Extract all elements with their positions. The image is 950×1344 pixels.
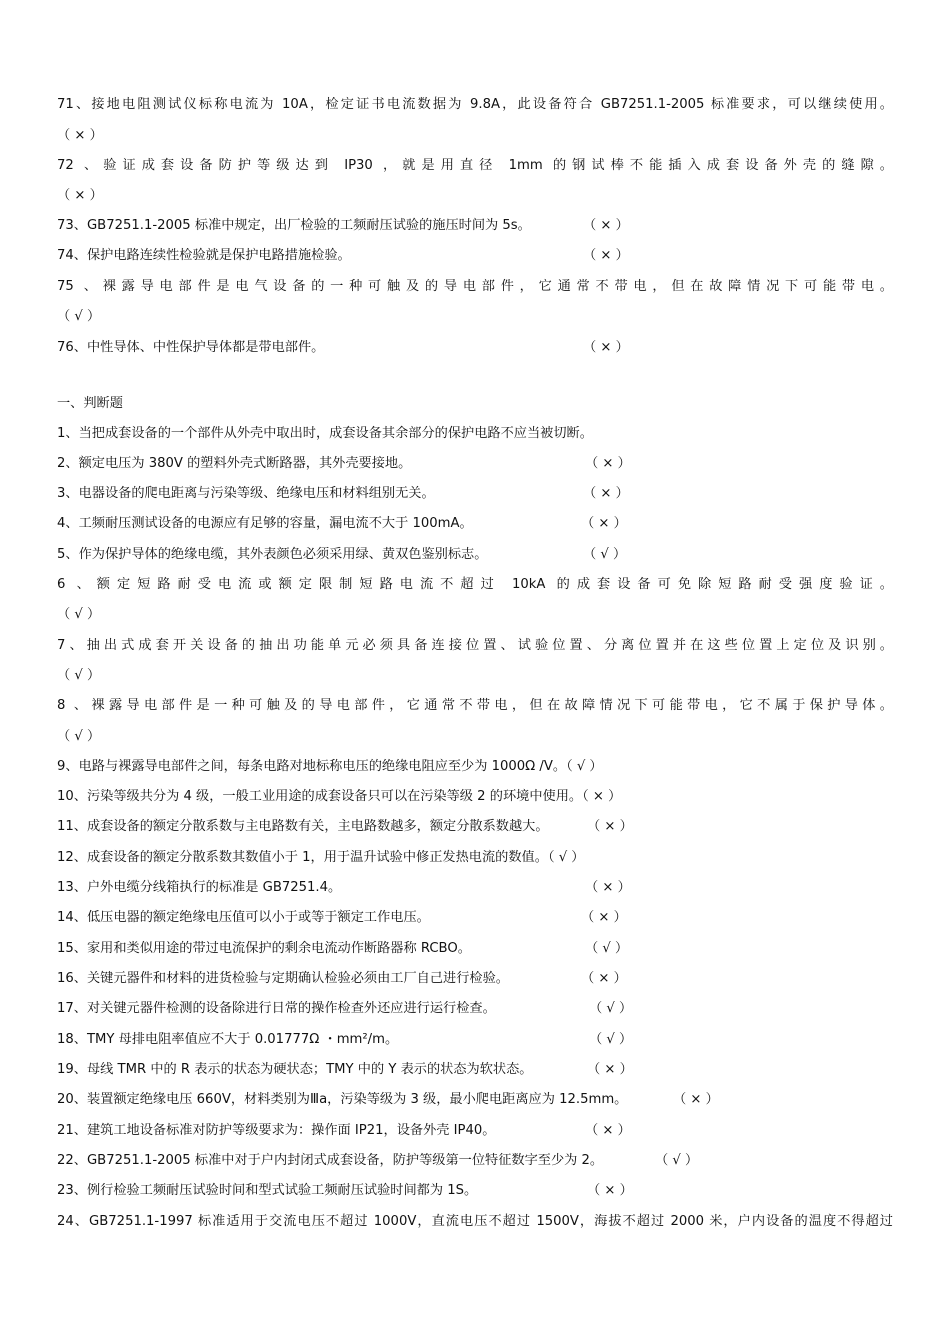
- item-6-answer: （ √ ）: [57, 607, 101, 622]
- item-12-text: 12、成套设备的额定分散系数其数值小于 1，用于温升试验中修正发热电流的数值。（ √ ）: [57, 850, 585, 865]
- item-5-text: 5、作为保护导体的绝缘电缆，其外表颜色必须采用绿、黄双色鉴别标志。: [57, 547, 488, 562]
- item-7-text: 7、抽出式成套开关设备的抽出功能单元必须具备连接位置、试验位置、分离位置并在这些位置上定位及识别。: [57, 638, 893, 653]
- item-14-answer: （ × ）: [581, 910, 627, 925]
- item-11-text: 11、成套设备的额定分散系数与主电路数有关，主电路数越多，额定分散系数越大。: [57, 819, 549, 834]
- item-16-answer: （ × ）: [581, 971, 627, 986]
- item-22-answer: （ √ ）: [655, 1153, 699, 1168]
- item-71-text: 71、接地电阻测试仪标称电流为 10A，检定证书电流数据为 9.8A，此设备符合 GB7251.1-2005 标准要求，可以继续使用。: [57, 97, 893, 112]
- item-6-text: 6 、额定短路耐受电流或额定限制短路电流不超过 10kA 的成套设备可免除短路耐受强度验证。: [57, 577, 893, 592]
- item-2-answer: （ × ）: [585, 456, 631, 471]
- item-72-answer: （ × ）: [57, 188, 103, 203]
- item-1-text: 1、当把成套设备的一个部件从外壳中取出时，成套设备其余部分的保护电路不应当被切断。: [57, 426, 593, 441]
- item-75-text: 75 、裸露导电部件是电气设备的一种可触及的导电部件，它通常不带电，但在故障情况下可能带电。: [57, 279, 893, 294]
- item-3-text: 3、电器设备的爬电距离与污染等级、绝缘电压和材料组别无关。: [57, 486, 435, 501]
- item-75-answer: （ √ ）: [57, 309, 101, 324]
- item-22-text: 22、GB7251.1-2005 标准中对于户内封闭式成套设备，防护等级第一位特征数字至少为 2。: [57, 1153, 604, 1168]
- item-74-answer: （ × ）: [583, 248, 629, 263]
- item-8-text: 8 、裸露导电部件是一种可触及的导电部件，它通常不带电，但在故障情况下可能带电，它不属于保护导体。: [57, 698, 893, 713]
- item-7-answer: （ √ ）: [57, 668, 101, 683]
- item-76-text: 76、中性导体、中性保护导体都是带电部件。: [57, 340, 325, 355]
- item-8-answer: （ √ ）: [57, 729, 101, 744]
- item-76-answer: （ × ）: [583, 340, 629, 355]
- item-21-answer: （ × ）: [585, 1123, 631, 1138]
- item-16-text: 16、关键元器件和材料的进货检验与定期确认检验必须由工厂自己进行检验。: [57, 971, 509, 986]
- item-71-answer: （ × ）: [57, 128, 103, 143]
- item-23-text: 23、例行检验工频耐压试验时间和型式试验工频耐压试验时间都为 1S。: [57, 1183, 478, 1198]
- item-18-text: 18、TMY 母排电阻率值应不大于 0.01777Ω ・mm²/m。: [57, 1032, 399, 1047]
- item-5-answer: （ √ ）: [583, 547, 627, 562]
- item-21-text: 21、建筑工地设备标准对防护等级要求为：操作面 IP21，设备外壳 IP40。: [57, 1123, 496, 1138]
- item-15-text: 15、家用和类似用途的带过电流保护的剩余电流动作断路器称 RCBO。: [57, 941, 471, 956]
- item-73-text: 73、GB7251.1-2005 标准中规定，出厂检验的工频耐压试验的施压时间为 5s。: [57, 218, 531, 233]
- item-14-text: 14、低压电器的额定绝缘电压值可以小于或等于额定工作电压。: [57, 910, 430, 925]
- item-74-text: 74、保护电路连续性检验就是保护电路措施检验。: [57, 248, 351, 263]
- item-15-answer: （ √ ）: [585, 941, 629, 956]
- item-17-text: 17、对关键元器件检测的设备除进行日常的操作检查外还应进行运行检查。: [57, 1001, 496, 1016]
- item-23-answer: （ × ）: [587, 1183, 633, 1198]
- item-73-answer: （ × ）: [583, 218, 629, 233]
- item-24-text: 24、GB7251.1-1997 标准适用于交流电压不超过 1000V，直流电压不超过 1500V，海拔不超过 2000 米，户内设备的温度不得超过: [57, 1214, 893, 1229]
- item-13-answer: （ × ）: [585, 880, 631, 895]
- item-10-text: 10、污染等级共分为 4 级，一般工业用途的成套设备只可以在污染等级 2 的环境中使用。（ × ）: [57, 789, 622, 804]
- item-11-answer: （ × ）: [587, 819, 633, 834]
- item-3-answer: （ × ）: [583, 486, 629, 501]
- item-17-answer: （ √ ）: [589, 1001, 633, 1016]
- item-19-text: 19、母线 TMR 中的 R 表示的状态为硬状态；TMY 中的 Y 表示的状态为软状态。: [57, 1062, 533, 1077]
- item-4-text: 4、工频耐压测试设备的电源应有足够的容量，漏电流不大于 100mA。: [57, 516, 473, 531]
- item-20-answer: （ × ）: [673, 1092, 719, 1107]
- item-72-text: 72 、验证成套设备防护等级达到 IP30 ，就是用直径 1mm 的钢试棒不能插入成套设备外壳的缝隙。: [57, 158, 893, 173]
- item-20-text: 20、装置额定绝缘电压 660V，材料类别为Ⅲa，污染等级为 3 级，最小爬电距离应为 12.5mm。: [57, 1092, 628, 1107]
- item-19-answer: （ × ）: [587, 1062, 633, 1077]
- item-2-text: 2、额定电压为 380V 的塑料外壳式断路器，其外壳要接地。: [57, 456, 412, 471]
- item-18-answer: （ √ ）: [589, 1032, 633, 1047]
- item-13-text: 13、户外电缆分线箱执行的标准是 GB7251.4。: [57, 880, 342, 895]
- item-4-answer: （ × ）: [581, 516, 627, 531]
- item-9-text: 9、电路与裸露导电部件之间，每条电路对地标称电压的绝缘电阻应至少为 1000Ω /V。（ √ ）: [57, 759, 603, 774]
- section-heading: 一、判断题: [57, 396, 123, 411]
